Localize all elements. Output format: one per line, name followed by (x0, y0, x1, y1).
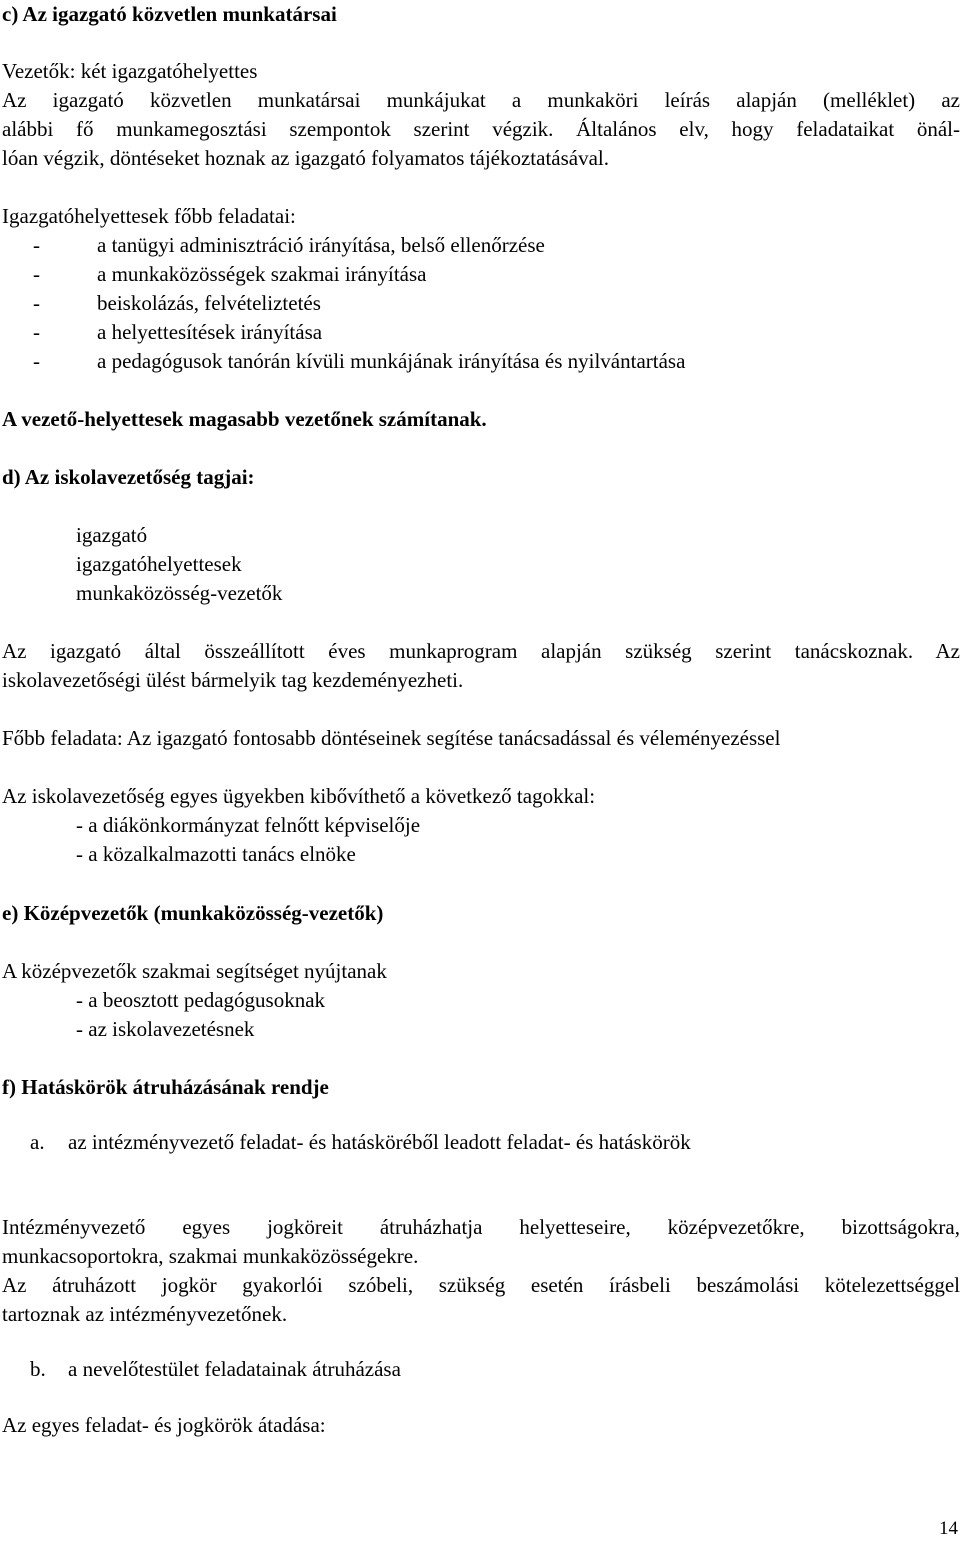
section-e-intro: A középvezetők szakmai segítséget nyújtanak (2, 959, 387, 983)
list-item: - a diákönkormányzat felnőtt képviselője (76, 813, 421, 837)
list-item: igazgató (76, 523, 148, 547)
section-f-para1-line-1: Intézményvezető egyes jogköreit átruházhatja helyetteseire, középvezetőkre, bizottságokra, (2, 1215, 960, 1239)
deputies-title: Igazgatóhelyettesek főbb feladatai: (2, 204, 296, 228)
list-item: a helyettesítések irányítása (97, 320, 323, 344)
list-item: igazgatóhelyettesek (76, 552, 242, 576)
list-dash: - (33, 233, 40, 257)
list-dash: - (33, 349, 40, 373)
closing-line: Az egyes feladat- és jogkörök átadása: (2, 1413, 326, 1437)
deputies-note: A vezető-helyettesek magasabb vezetőnek számítanak. (2, 407, 487, 431)
section-d-para-line-2: iskolavezetőségi ülést bármelyik tag kezdeményezheti. (2, 668, 464, 692)
section-f-para2-line-1: Az átruházott jogkör gyakorlói szóbeli, szükség esetén írásbeli beszámolási kötelezettséggel (2, 1273, 960, 1297)
list-item: - az iskolavezetésnek (76, 1017, 255, 1041)
list-item: a tanügyi adminisztráció irányítása, belső ellenőrzése (97, 233, 545, 257)
extension-intro: Az iskolavezetőség egyes ügyekben kibővíthető a következő tagokkal: (2, 784, 596, 808)
leaders-line: Vezetők: két igazgatóhelyettes (2, 59, 258, 83)
section-f-para2-line-2: tartoznak az intézményvezetőnek. (2, 1302, 288, 1326)
list-dash: - (33, 291, 40, 315)
section-c-para-line-2: alábbi fő munkamegosztási szempontok szerint végzik. Általános elv, hogy feladataikat önál- (2, 117, 960, 141)
item-a-text: az intézményvezető feladat- és hatásköréből leadott feladat- és hatáskörök (68, 1130, 691, 1154)
section-c-heading: c) Az igazgató közvetlen munkatársai (2, 2, 337, 26)
section-e-heading: e) Középvezetők (munkaközösség-vezetők) (2, 901, 384, 925)
list-item: munkaközösség-vezetők (76, 581, 283, 605)
list-dash: - (33, 320, 40, 344)
page-number: 14 (939, 1518, 958, 1539)
section-c-para-line-1: Az igazgató közvetlen munkatársai munkájukat a munkaköri leírás alapján (melléklet) az (2, 88, 960, 112)
item-a-letter: a. (30, 1130, 45, 1154)
item-b-letter: b. (30, 1357, 46, 1381)
main-task-line: Főbb feladata: Az igazgató fontosabb döntéseinek segítése tanácsadással és véleményezéssel (2, 726, 781, 750)
list-item: a munkaközösségek szakmai irányítása (97, 262, 427, 286)
list-item: beiskolázás, felvételiztetés (97, 291, 321, 315)
list-dash: - (33, 262, 40, 286)
section-f-heading: f) Hatáskörök átruházásának rendje (2, 1075, 329, 1099)
list-item: - a beosztott pedagógusoknak (76, 988, 326, 1012)
list-item: a pedagógusok tanórán kívüli munkájának irányítása és nyilvántartása (97, 349, 686, 373)
section-d-heading: d) Az iskolavezetőség tagjai: (2, 465, 255, 489)
section-f-para1-line-2: munkacsoportokra, szakmai munkaközösségekre. (2, 1244, 419, 1268)
list-item: - a közalkalmazotti tanács elnöke (76, 842, 356, 866)
item-b-text: a nevelőtestület feladatainak átruházása (68, 1357, 401, 1381)
section-c-para-line-3: lóan végzik, döntéseket hoznak az igazgató folyamatos tájékoztatásával. (2, 146, 610, 170)
section-d-para-line-1: Az igazgató által összeállított éves munkaprogram alapján szükség szerint tanácskoznak. Az (2, 639, 960, 663)
